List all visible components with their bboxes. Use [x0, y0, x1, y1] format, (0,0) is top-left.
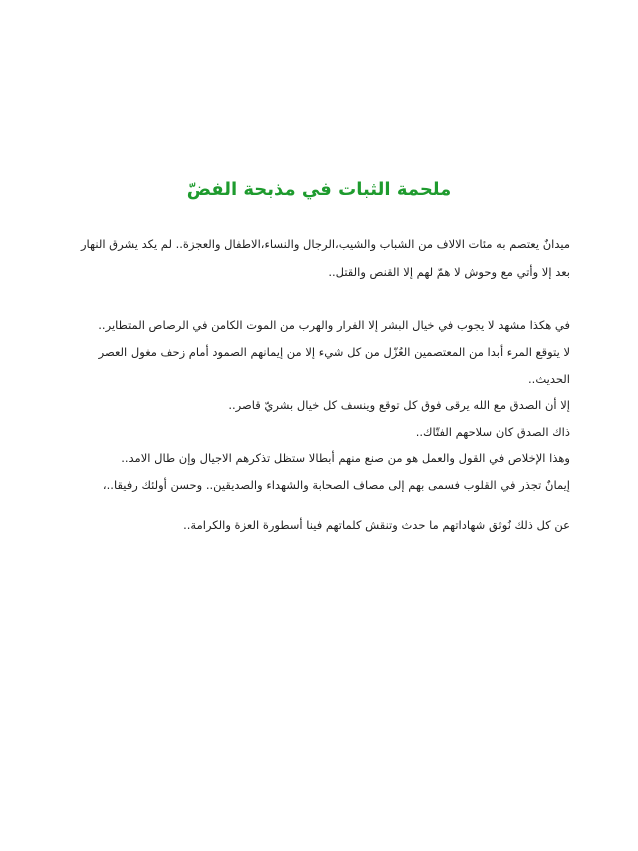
- paragraph-1-line-1: ميدانٌ يعتصم به مئات الالاف من الشباب والشيب،الرجال والنساء،الاطفال والعجزة.. لم يكد يشرق النهار: [81, 237, 570, 251]
- paragraph-3-line-1: عن كل ذلك نُوثق شهاداتهم ما حدث وتنقش كلماتهم فينا أسطورة العزة والكرامة..: [183, 518, 570, 532]
- paragraph-1-line-2: بعد إلا وأتي مع وحوش لا همّ لهم إلا القنص والقتل..: [328, 265, 570, 279]
- paragraph-2-line-4: إلا أن الصدق مع الله يرقى فوق كل توقع وينسف كل خيال بشريّ قاصر..: [228, 398, 570, 412]
- paragraph-2-line-7: إيمانٌ تجذر في القلوب فسمى بهم إلى مصاف الصحابة والشهداء والصديقين.. وحسن أولئك رفيقا..،: [102, 478, 570, 492]
- paragraph-2-line-6: وهذا الإخلاص في القول والعمل هو من صنع منهم أبطالا ستظل تذكرهم الاجيال وإن طال الامد..: [121, 451, 570, 465]
- paragraph-2-line-5: ذاك الصدق كان سلاحهم الفتّاك..: [415, 425, 570, 439]
- page-title: ملحمة الثبات في مذبحة الفضّ: [186, 179, 452, 200]
- paragraph-2-line-2: لا يتوقع المرء أبدا من المعتصمين العُزّل من كل شيء إلا من إيمانهم الصمود أمام زحف مغول العصر: [98, 345, 570, 359]
- paragraph-2-line-3: الحديث..: [528, 372, 570, 386]
- paragraph-2-line-1: في هكذا مشهد لا يجوب في خيال البشر إلا الفرار والهرب من الموت الكامن في الرصاص المتطاير..: [98, 318, 570, 332]
